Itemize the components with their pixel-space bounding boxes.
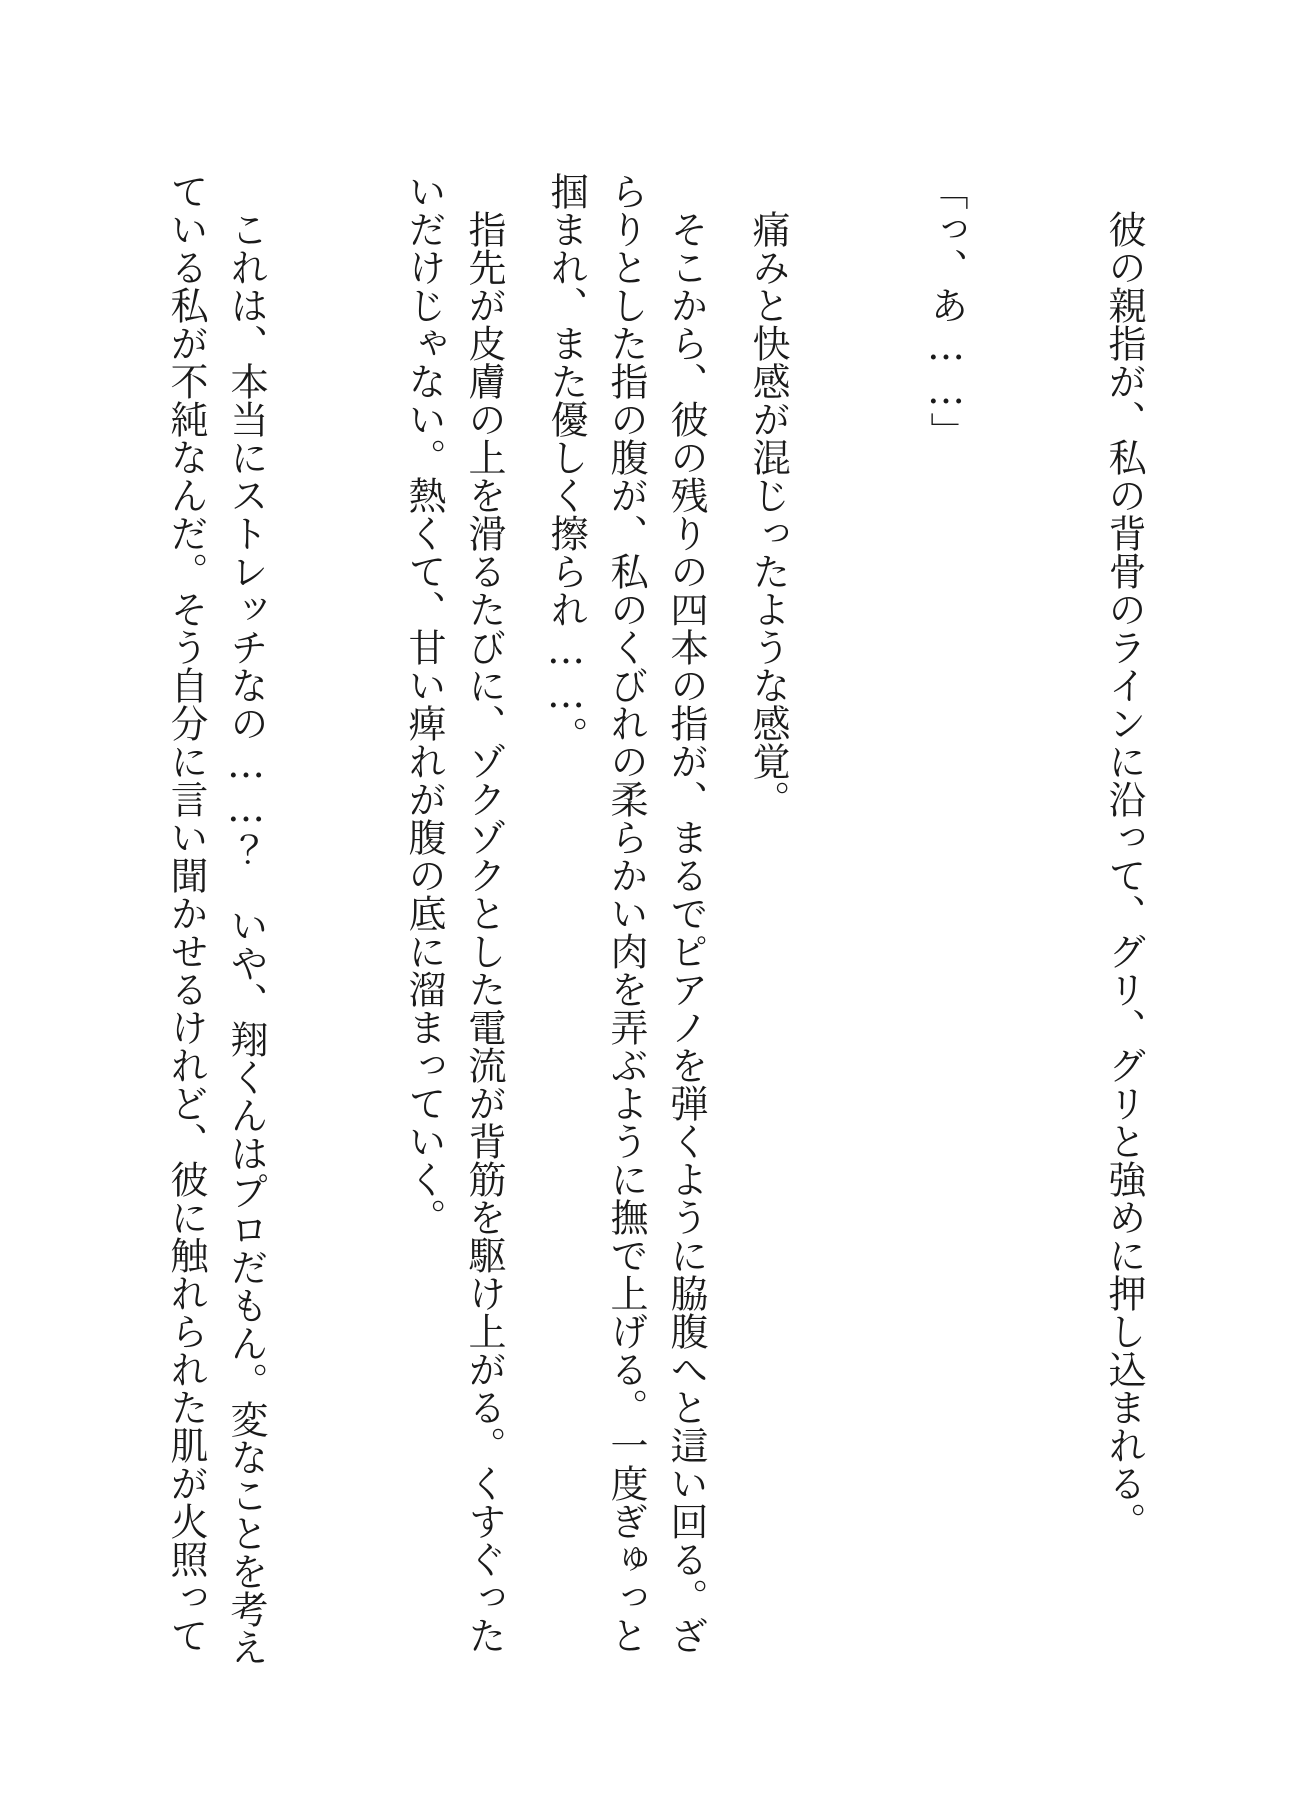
paragraph: そこから、彼の残りの四本の指が、まるでピアノを弾くように脇腹へと這い回る。ざらりとした指の腹が、私のくびれの柔らかい肉を弄ぶように撫で上げる。一度ぎゅっと掴まれ、また優しく擦られ……。	[544, 172, 708, 1654]
paragraph: これは、本当にストレッチなの……？ いや、翔くんはプロだもん。変なことを考えている私が不純なんだ。そう自分に言い聞かせるけれど、彼に触れられた肌が火照って	[164, 172, 268, 1666]
paragraph: 痛みと快感が混じったような感覚。	[746, 210, 790, 818]
paragraph: 指先が皮膚の上を滑るたびに、ゾクゾクとした電流が背筋を駆け上がる。くすぐったいだけじゃない。熱くて、甘い痺れが腹の底に溜まっていく。	[402, 172, 506, 1654]
paragraph: 彼の親指が、私の背骨のラインに沿って、グリ、グリと強めに押し込まれる。	[1102, 210, 1146, 1540]
vertical-text-block	[156, 172, 1154, 1672]
paragraph: 「っ、あ……」	[924, 172, 968, 450]
